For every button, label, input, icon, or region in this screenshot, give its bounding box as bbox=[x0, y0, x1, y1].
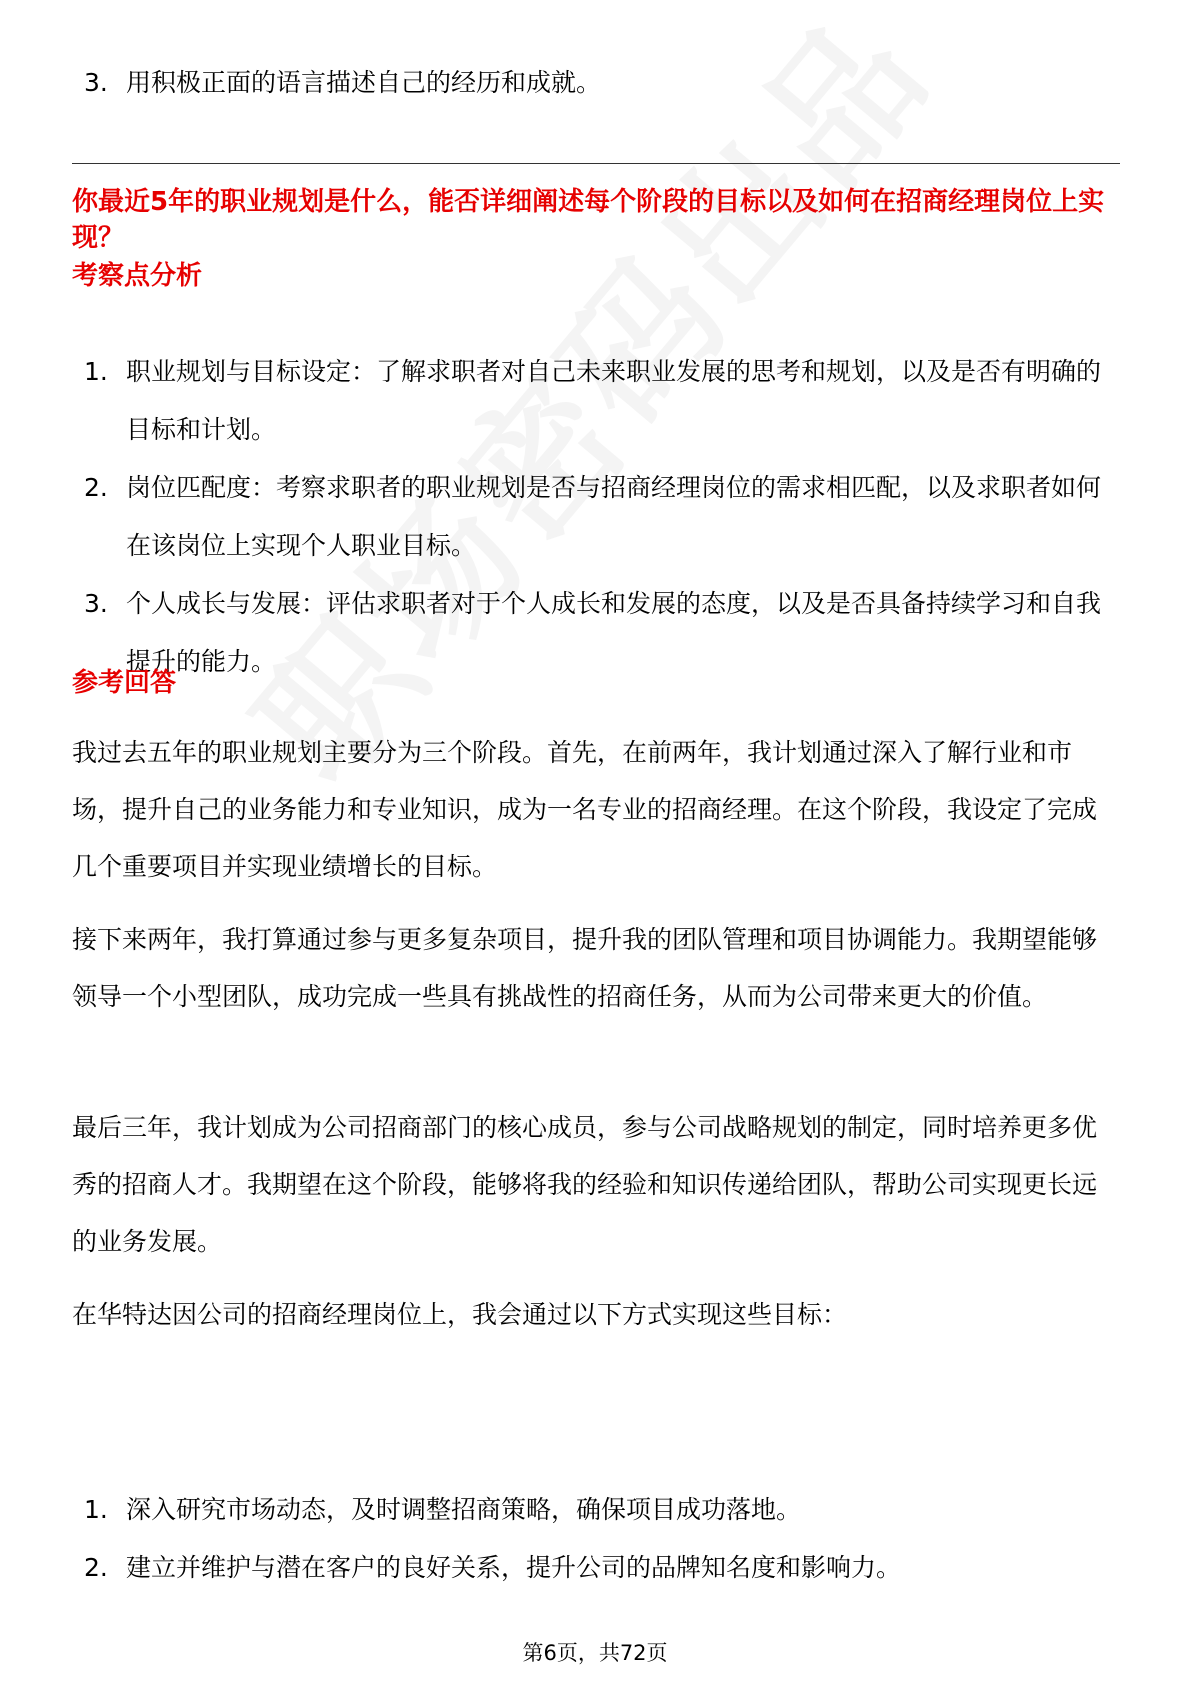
list-number: 2. bbox=[84, 473, 108, 502]
list-text: 深入研究市场动态，及时调整招商策略，确保项目成功落地。 bbox=[126, 1495, 802, 1524]
list-text: 个人成长与发展：评估求职者对于个人成长和发展的态度，以及是否具备持续学习和自我提升的能力。 bbox=[126, 589, 1102, 676]
list-number: 2. bbox=[84, 1553, 108, 1582]
analysis-heading: 考察点分析 bbox=[72, 261, 203, 291]
answer-paragraph: 我过去五年的职业规划主要分为三个阶段。首先，在前两年，我计划通过深入了解行业和市场，提升自己的业务能力和专业知识，成为一名专业的招商经理。在这个阶段，我设定了完成几个重要项目并实现业绩增长的目标。 bbox=[72, 738, 1098, 881]
list-text: 职业规划与目标设定：了解求职者对自己未来职业发展的思考和规划，以及是否有明确的目标和计划。 bbox=[126, 357, 1102, 444]
list-number: 1. bbox=[84, 1495, 108, 1524]
list-item bbox=[72, 1481, 1120, 1539]
answer-heading: 参考回答 bbox=[72, 668, 177, 698]
analysis-list bbox=[72, 343, 1120, 691]
list-text: 建立并维护与潜在客户的良好关系，提升公司的品牌知名度和影响力。 bbox=[126, 1553, 902, 1582]
list-number: 3. bbox=[84, 68, 108, 97]
list-item bbox=[72, 1539, 1120, 1597]
list-number: 1. bbox=[84, 357, 108, 386]
list-text: 岗位匹配度：考察求职者的职业规划是否与招商经理岗位的需求相匹配，以及求职者如何在该岗位上实现个人职业目标。 bbox=[126, 473, 1102, 560]
list-item bbox=[72, 54, 1174, 112]
list-item bbox=[72, 575, 1120, 691]
section-divider bbox=[72, 163, 1120, 164]
list-item bbox=[72, 343, 1120, 459]
question-title: 你最近5年的职业规划是什么，能否详细阐述每个阶段的目标以及如何在招商经理岗位上实现？ bbox=[72, 187, 1105, 253]
answer-paragraph: 在华特达因公司的招商经理岗位上，我会通过以下方式实现这些目标： bbox=[72, 1300, 848, 1329]
answer-paragraph: 接下来两年，我打算通过参与更多复杂项目，提升我的团队管理和项目协调能力。我期望能够领导一个小型团队，成功完成一些具有挑战性的招商任务，从而为公司带来更大的价值。 bbox=[72, 925, 1098, 1011]
page-footer: 第6页，共72页 bbox=[522, 1641, 668, 1665]
ways-list bbox=[72, 1481, 1120, 1597]
list-number: 3. bbox=[84, 589, 108, 618]
list-text: 用积极正面的语言描述自己的经历和成就。 bbox=[126, 68, 602, 97]
answer-paragraph: 最后三年，我计划成为公司招商部门的核心成员，参与公司战略规划的制定，同时培养更多优秀的招商人才。我期望在这个阶段，能够将我的经验和知识传递给团队，帮助公司实现更长远的业务发展。 bbox=[72, 1113, 1098, 1256]
list-item bbox=[72, 459, 1120, 575]
